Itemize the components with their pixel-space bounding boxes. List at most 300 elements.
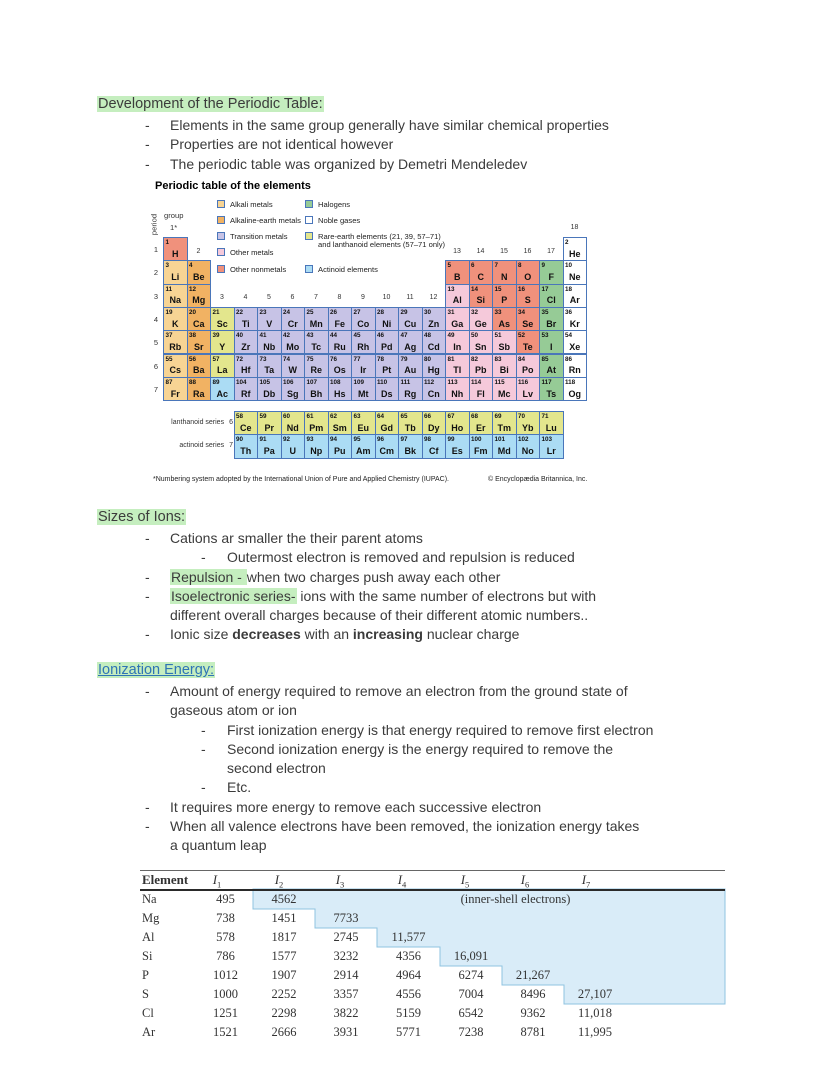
element-cell-Og [563,377,588,401]
atomic-number: 85 [541,355,549,363]
table-row-Cl [140,1004,730,1023]
atomic-number: 89 [212,378,220,386]
element-symbol: Ne [568,272,581,283]
atomic-number: 27 [353,308,361,316]
element-cell-Nb [257,330,282,354]
element-cell-Ds [375,377,400,401]
highlighted-term: Isoelectronic series- [171,587,296,604]
bullet-dash: - [201,740,206,757]
element-symbol: Mn [309,318,323,329]
ionization-value: 5771 [396,1025,421,1039]
atomic-number: 64 [377,413,385,420]
legend-label: Other metals [230,247,274,257]
atomic-number: 103 [541,436,553,444]
element-cell-Rb [163,330,188,354]
element-cell-Md [492,434,517,458]
ionization-value: 738 [216,911,235,925]
table-row-Na [140,890,730,909]
group-number: 12 [429,294,438,301]
ionization-value: 16,091 [453,949,489,963]
element-symbol: Rn [568,365,581,376]
atomic-number: 21 [212,308,220,316]
element-symbol: Sn [474,341,487,352]
element-cell-K [163,307,188,331]
element-symbol: Er [475,422,486,433]
bullet-text: different overall charges because of their different atomic numbers.. [170,607,589,624]
atomic-number: 36 [565,308,573,316]
atomic-number: 8 [518,262,522,270]
col-header-I6: $I_6$ [520,872,530,890]
element-cell-Ag [398,330,423,354]
atomic-number: 63 [353,413,361,420]
atomic-number: 5 [447,262,452,270]
element-symbol: Np [310,446,323,457]
element-symbol: Hf [241,365,251,376]
element-symbol: Tb [404,422,416,433]
element-symbol: Ra [192,388,205,399]
element-symbol: Sr [193,341,204,352]
element-symbol: Sc [216,318,228,329]
element-symbol: H [172,248,179,259]
bullet-line [97,701,797,720]
ionization-value: 4964 [396,968,421,982]
ionization-value: 1451 [271,911,297,925]
ionization-value: 786 [216,949,235,963]
group-number: 3 [220,294,224,301]
element-symbol: Ni [382,318,392,329]
element-symbol: Bi [499,365,509,376]
element-symbol: La [216,365,228,376]
atomic-number: 65 [400,413,408,420]
element-cell-Be [187,260,212,284]
ionization-value: 2745 [333,930,359,944]
atomic-number: 4 [189,262,193,270]
atomic-number: 76 [330,355,338,363]
element-cell-Cr [281,307,306,331]
bullet-text: Properties are not identical however [170,136,394,153]
element-cell-Ga [445,307,470,331]
atomic-number: 18 [565,285,573,293]
heading-highlight: Ionization Energy: [98,662,215,678]
element-symbol: Ti [241,318,250,329]
element-cell-Th [234,434,259,458]
ionization-energy-table [140,868,732,1048]
legend-swatch-metal [217,248,225,256]
atomic-number: 47 [400,332,408,340]
element-name: Al [142,930,155,944]
atomic-number: 24 [283,308,291,316]
figure-copyright: © Encyclopædia Britannica, Inc. [488,476,588,483]
element-cell-Al [445,284,470,308]
atomic-number: 71 [541,413,549,420]
element-symbol: Na [169,295,181,306]
element-cell-Cf [422,434,447,458]
element-symbol: Sb [498,341,510,352]
legend-label: Transition metals [230,231,288,241]
element-symbol: Be [192,272,205,283]
section-ionization-energy [97,661,797,856]
element-symbol: Th [240,446,252,457]
atomic-number: 50 [471,332,479,340]
ionization-value: 9362 [520,1006,546,1020]
element-cell-Bk [398,434,423,458]
element-cell-Es [445,434,470,458]
atomic-number: 114 [471,378,482,386]
bullet-line [97,606,777,625]
element-cell-Yb [516,411,541,435]
atomic-number: 51 [494,332,502,340]
element-symbol: C [477,272,484,283]
inner-shell-note: (inner-shell electrons) [460,892,571,906]
bullet-text: Elements in the same group generally have similar chemical properties [170,117,609,133]
element-symbol: Pu [333,446,346,457]
atomic-number: 60 [283,413,291,420]
element-symbol: Gd [380,422,393,433]
period-axis-label: period [149,213,159,236]
element-cell-Fl [469,377,494,401]
legend-swatch-halogen [305,200,313,208]
atomic-number: 25 [306,308,314,316]
element-symbol: Ga [451,318,464,329]
element-symbol: Al [452,295,462,306]
element-symbol: Cr [287,318,298,329]
atomic-number: 56 [189,355,197,363]
element-symbol: Mg [192,295,206,306]
element-cell-No [516,434,541,458]
legend-label: Halogens [318,199,351,209]
atomic-number: 118 [565,378,576,386]
ionization-value: 11,995 [578,1025,612,1039]
atomic-number: 28 [377,308,385,316]
atomic-number: 20 [189,308,197,316]
legend-swatch-alkearth [217,216,225,224]
atomic-number: 73 [259,355,267,363]
legend-swatch-alkali [217,200,225,208]
element-cell-Pb [469,354,494,378]
ionization-value: 4356 [396,949,421,963]
element-symbol: Dy [427,422,440,433]
atomic-number: 74 [283,355,291,363]
bullet-text: Cations ar smaller the their parent atoms [170,530,423,546]
element-cell-Am [351,434,376,458]
element-name: Cl [142,1006,154,1020]
element-symbol: Lu [545,422,557,433]
ionization-value: 6542 [458,1006,484,1020]
element-cell-Bh [304,377,329,401]
bullet-text: with an [300,626,353,643]
actinoid-series-label: actinoid series 7 [179,442,233,450]
atomic-number: 84 [518,355,526,363]
element-cell-Sc [210,307,235,331]
lanthanoid-series-label: lanthanoid series 6 [171,419,233,426]
atomic-number: 53 [541,332,549,340]
element-name: S [142,987,149,1001]
bullet-text: The periodic table was organized by Demetri Mendeledev [170,155,528,172]
col-header-I5: $I_5$ [460,872,470,890]
atomic-number: 43 [306,332,314,340]
legend-label: Other nonmetals [230,264,287,274]
element-symbol: Pr [264,422,274,433]
element-symbol: Ce [239,422,252,433]
element-cell-V [257,307,282,331]
element-symbol: Sm [332,422,347,433]
element-cell-Hg [422,354,447,378]
atomic-number: 67 [447,413,455,420]
element-cell-As [492,307,517,331]
element-symbol: Tc [311,341,322,352]
element-symbol: Cu [404,318,417,329]
element-cell-Re [304,354,329,378]
atomic-number: 55 [165,355,173,363]
section-heading-ionization [97,661,797,682]
period-number: 7 [153,384,158,394]
atomic-number: 30 [424,308,432,316]
element-symbol: Ho [451,422,464,433]
element-cell-Cd [422,330,447,354]
atomic-number: 57 [212,355,220,363]
table-row-Al [140,928,730,947]
atomic-number: 68 [471,413,479,420]
atomic-number: 72 [236,355,244,363]
group-1-label: 1* [170,223,178,232]
period-number: 4 [153,314,158,324]
element-symbol: Es [451,446,463,457]
element-cell-Kr [563,307,588,331]
element-cell-F [539,260,564,284]
atomic-number: 38 [189,332,197,340]
element-symbol: B [454,272,461,283]
bullet-line [97,548,777,567]
atomic-number: 104 [236,378,247,386]
group-number: 15 [500,248,508,255]
table-row-S [140,985,730,1004]
element-symbol: Hs [333,388,346,399]
bullet-dash: - [145,626,150,643]
atomic-number: 54 [565,332,573,340]
bullet-text: It requires more energy to remove each successive electron [170,798,542,815]
element-cell-Sm [328,411,353,435]
bullet-text: Ionic size [170,626,233,643]
bullet-dash: - [145,117,150,133]
element-symbol: K [172,318,179,329]
atomic-number: 115 [494,378,505,386]
element-cell-Cm [375,434,400,458]
atomic-number: 40 [236,332,244,340]
atomic-number: 96 [377,436,385,444]
bullet-line [97,759,797,778]
bullet-line [97,568,777,587]
element-cell-Rn [563,354,588,378]
element-symbol: Os [333,365,346,376]
bullet-dash: - [145,530,150,546]
element-symbol: O [524,272,532,283]
ionization-value: 7733 [333,911,359,925]
atomic-number: 79 [400,355,408,363]
bullet-dash: - [145,568,150,585]
element-symbol: Cd [427,341,440,352]
element-symbol: U [289,446,296,457]
legend-swatch-nonmetal [217,265,225,273]
element-cell-U [281,434,306,458]
element-symbol: Xe [569,341,581,352]
element-symbol: Zn [428,318,440,329]
group-number: 6 [290,294,295,301]
ionization-value: 3931 [333,1025,359,1039]
element-symbol: Bk [404,446,416,457]
element-cell-Ni [375,307,400,331]
group-number: 7 [314,294,318,301]
atomic-number: 16 [518,285,526,293]
atomic-number: 91 [259,436,267,444]
bullet-text: ions with the same number of electrons but with [296,587,597,604]
element-cell-Ru [328,330,353,354]
element-symbol: Te [522,341,533,352]
group-number: 14 [476,248,485,255]
element-cell-Ne [563,260,588,284]
group-number: 18 [570,224,579,231]
element-symbol: Nb [263,341,276,352]
ionization-value: 4562 [271,892,297,906]
group-number: 4 [243,294,248,301]
ionization-value: 3822 [333,1006,359,1020]
atomic-number: 113 [447,378,458,386]
element-symbol: No [521,446,534,457]
atomic-number: 70 [518,413,526,420]
atomic-number: 80 [424,355,432,363]
element-symbol: Tm [497,422,511,433]
element-cell-Ge [469,307,494,331]
table-row-P [140,966,730,985]
atomic-number: 23 [259,308,267,316]
element-cell-Gd [375,411,400,435]
element-cell-Sr [187,330,212,354]
element-symbol: Nd [286,422,299,433]
element-symbol: Cn [427,388,440,399]
atomic-number: 7 [494,262,499,270]
element-cell-Ti [234,307,259,331]
bullet-text: Second ionization energy is the energy required to remove the [227,740,614,757]
element-symbol: Se [522,318,534,329]
atomic-number: 26 [330,308,338,316]
ionization-value: 7238 [458,1025,484,1039]
element-symbol: Ac [216,388,228,399]
element-cell-Ac [210,377,235,401]
atomic-number: 9 [541,262,546,270]
element-cell-Ir [351,354,376,378]
bullet-dash: - [145,155,150,172]
ionization-value: 2298 [271,1006,297,1020]
atomic-number: 1 [165,239,170,246]
table-row-Si [140,947,730,966]
element-cell-Mg [187,284,212,308]
atomic-number: 52 [518,332,526,340]
legend-label: Actinoid elements [318,264,378,274]
element-cell-Fe [328,307,353,331]
atomic-number: 117 [541,378,552,386]
element-symbol: Br [546,318,557,329]
bullet-line [97,116,777,135]
element-symbol: Sg [286,388,299,399]
element-symbol: Re [310,365,322,376]
element-symbol: Ca [192,318,205,329]
element-cell-Au [398,354,423,378]
element-symbol: Mo [286,341,300,352]
element-cell-Cl [539,284,564,308]
atomic-number: 3 [165,262,170,270]
element-cell-Te [516,330,541,354]
atomic-number: 77 [353,355,361,363]
element-symbol: In [453,341,462,352]
ionization-value: 1251 [213,1006,238,1020]
ionization-value: 2252 [271,987,297,1001]
bullet-list-sizes [97,529,777,645]
element-cell-Rf [234,377,259,401]
atomic-number: 35 [541,308,549,316]
ionization-value: 1521 [213,1025,238,1039]
figure-footnote: *Numbering system adopted by the International Union of Pure and Applied Chemistry (IUPAC). [153,476,449,483]
element-symbol: Rb [169,341,182,352]
atomic-number: 111 [400,378,411,386]
element-cell-N [492,260,517,284]
group-number: 5 [267,294,271,301]
element-name: Si [142,949,153,963]
bullet-text: increasing [352,626,423,643]
element-cell-Co [351,307,376,331]
element-cell-Ts [539,377,564,401]
ionization-value: 495 [216,892,235,906]
legend-label: Alkali metals [230,199,273,209]
bullet-text: When all valence electrons have been removed, the ionization energy takes [170,818,640,835]
element-cell-Mo [281,330,306,354]
element-symbol: Ds [380,388,393,399]
element-symbol: Kr [569,318,580,329]
element-cell-Er [469,411,494,435]
element-symbol: Rg [404,388,417,399]
atomic-number: 93 [306,436,314,444]
element-symbol: As [498,318,510,329]
element-name: P [142,968,149,982]
element-symbol: Fl [476,388,485,399]
element-symbol: Fm [474,446,488,457]
element-symbol: Tl [453,365,462,376]
element-cell-Hs [328,377,353,401]
element-cell-Tc [304,330,329,354]
ionization-value: 3232 [333,949,359,963]
element-symbol: Eu [357,422,369,433]
bullet-text: Etc. [227,779,252,796]
atomic-number: 82 [471,355,479,363]
element-cell-Na [163,284,188,308]
element-symbol: V [266,318,273,329]
bullet-dash: - [145,683,150,699]
legend-label: Alkaline-earth metals [230,215,301,225]
highlighted-term: Repulsion - [171,568,246,585]
atomic-number: 34 [518,308,526,316]
element-symbol: Cs [169,365,181,376]
bullet-dash: - [145,818,150,835]
element-symbol: Md [497,446,511,457]
group-number: 16 [523,248,532,255]
col-header-I3: $I_3$ [335,872,345,890]
atomic-number: 45 [353,332,361,340]
table-row-Mg [140,909,730,928]
group-number: 9 [361,294,365,301]
section-development [97,95,777,174]
period-number: 6 [153,361,158,371]
bullet-line [97,155,777,174]
element-symbol: Si [476,295,485,306]
ionization-value: 6274 [458,968,484,982]
